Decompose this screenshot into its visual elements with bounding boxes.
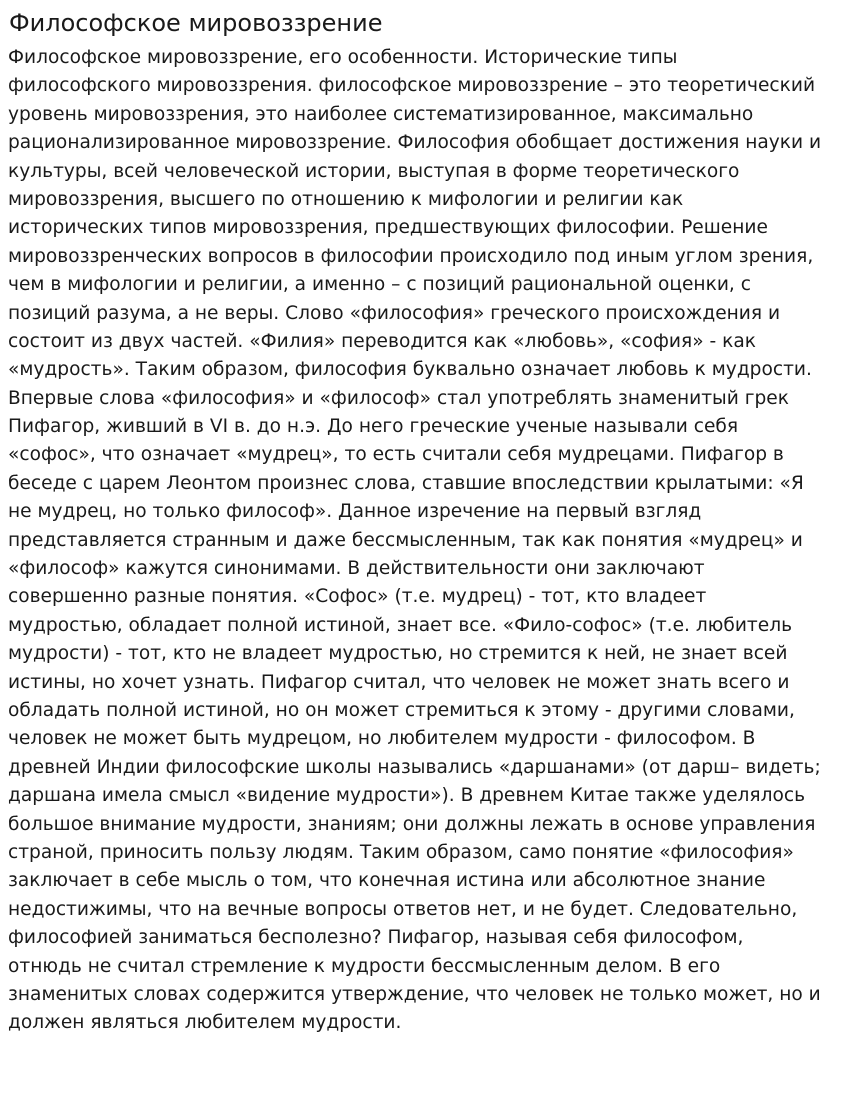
paragraph-line: уровень мировоззрения, это наиболее систематизированное, максимально bbox=[8, 103, 754, 125]
paragraph-line: Философское мировоззрение, его особенности. Исторические типы bbox=[8, 47, 678, 68]
paragraph-line: заключает в себе мысль о том, что конечная истина или абсолютное знание bbox=[8, 870, 766, 892]
paragraph-line: позиций разума, а не веры. Слово «философия» греческого происхождения и bbox=[8, 302, 781, 324]
body-paragraph bbox=[8, 44, 821, 1038]
page-title: Философское мировоззрение bbox=[9, 9, 383, 37]
paragraph-line: страной, приносить пользу людям. Таким образом, само понятие «философия» bbox=[8, 841, 794, 863]
paragraph-line: «философ» кажутся синонимами. В действительности они заключают bbox=[8, 558, 705, 580]
paragraph-line: мудростью, обладает полной истиной, знает все. «Фило-софос» (т.е. любитель bbox=[8, 614, 793, 636]
paragraph-line: «софос», что означает «мудрец», то есть считали себя мудрецами. Пифагор в bbox=[8, 444, 784, 466]
paragraph-line: «мудрость». Таким образом, философия буквально означает любовь к мудрости. bbox=[8, 359, 812, 381]
paragraph-line: Пифагор, живший в VI в. до н.э. До него греческие ученые называли себя bbox=[8, 416, 739, 438]
paragraph-line: совершенно разные понятия. «Софос» (т.е. мудрец) - тот, кто владеет bbox=[8, 586, 707, 608]
paragraph-line: представляется странным и даже бессмысленным, так как понятия «мудрец» и bbox=[8, 529, 803, 551]
paragraph-line: чем в мифологии и религии, а именно – с позиций рациональной оценки, с bbox=[8, 274, 751, 296]
paragraph-line: культуры, всей человеческой истории, выступая в форме теоретического bbox=[8, 160, 740, 182]
paragraph-line: состоит из двух частей. «Филия» переводится как «любовь», «софия» - как bbox=[8, 330, 756, 352]
paragraph-line: человек не может быть мудрецом, но любителем мудрости - философом. В bbox=[8, 728, 756, 750]
paragraph-line: даршана имела смысл «видение мудрости»). В древнем Китае также уделялось bbox=[8, 785, 806, 807]
paragraph-line: древней Индии философские школы назывались «даршанами» (от дарш– видеть; bbox=[8, 756, 821, 778]
paragraph-line: Впервые слова «философия» и «философ» стал употреблять знаменитый грек bbox=[8, 387, 789, 409]
paragraph-line: мировоззренческих вопросов в философии происходило под иным углом зрения, bbox=[8, 245, 814, 267]
paragraph-line: не мудрец, но только философ». Данное изречение на первый взгляд bbox=[8, 501, 702, 523]
paragraph-line: большое внимание мудрости, знаниям; они должны лежать в основе управления bbox=[8, 813, 816, 835]
paragraph-line: отнюдь не считал стремление к мудрости бессмысленным делом. В его bbox=[8, 955, 721, 977]
paragraph-line: должен являться любителем мудрости. bbox=[8, 1012, 402, 1034]
paragraph-line: обладать полной истиной, но он может стремиться к этому - другими словами, bbox=[8, 699, 795, 721]
paragraph-line: философией заниматься бесполезно? Пифагор, называя себя философом, bbox=[8, 927, 744, 949]
paragraph-line: философского мировоззрения. философское мировоззрение – это теоретический bbox=[8, 75, 816, 97]
paragraph-line: недостижимы, что на вечные вопросы ответов нет, и не будет. Следовательно, bbox=[8, 898, 798, 920]
paragraph-line: знаменитых словах содержится утверждение, что человек не только может, но и bbox=[8, 983, 821, 1005]
paragraph-line: мировоззрения, высшего по отношению к мифологии и религии как bbox=[8, 188, 684, 210]
paragraph-line: рационализированное мировоззрение. Философия обобщает достижения науки и bbox=[8, 132, 822, 154]
paragraph-line: мудрости) - тот, кто не владеет мудростью, но стремится к ней, не знает всей bbox=[8, 643, 788, 665]
paragraph-line: беседе с царем Леонтом произнес слова, ставшие впоследствии крылатыми: «Я bbox=[8, 472, 804, 494]
paragraph-line: исторических типов мировоззрения, предшествующих философии. Решение bbox=[8, 217, 768, 239]
paragraph-line: истины, но хочет узнать. Пифагор считал, что человек не может знать всего и bbox=[8, 671, 790, 693]
